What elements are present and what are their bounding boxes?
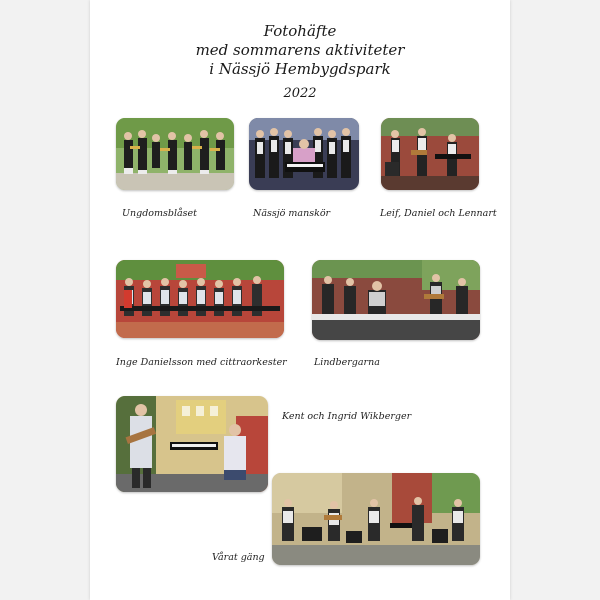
- document-title: [0, 22, 600, 79]
- photo-caption-6: Kent och Ingrid Wikberger: [282, 411, 412, 422]
- photo-caption-4: Inge Danielsson med cittraorkester: [116, 357, 287, 368]
- photo-caption-5: Lindbergarna: [314, 357, 380, 368]
- youth-brass-band-photo: [116, 118, 234, 190]
- title-line-3: i Nässjö Hembygdspark: [209, 60, 391, 78]
- lindbergarna-band-photo: [312, 260, 480, 340]
- duo-performers-photo: [116, 396, 268, 492]
- title-line-1: Fotohäfte: [263, 22, 337, 40]
- zither-orchestra-photo: [116, 260, 284, 338]
- photo-caption-3: Leif, Daniel och Lennart: [380, 208, 497, 219]
- document-year: 2022: [283, 86, 317, 101]
- male-choir-photo: [249, 118, 359, 190]
- photo-caption-1: Ungdomsblåset: [122, 208, 197, 219]
- photo-caption-7: Vårat gäng: [212, 552, 265, 563]
- group-band-photo: [272, 473, 480, 565]
- title-line-2: med sommarens aktiviteter: [195, 41, 405, 59]
- photo-caption-2: Nässjö manskör: [253, 208, 331, 219]
- trio-band-photo: [381, 118, 479, 190]
